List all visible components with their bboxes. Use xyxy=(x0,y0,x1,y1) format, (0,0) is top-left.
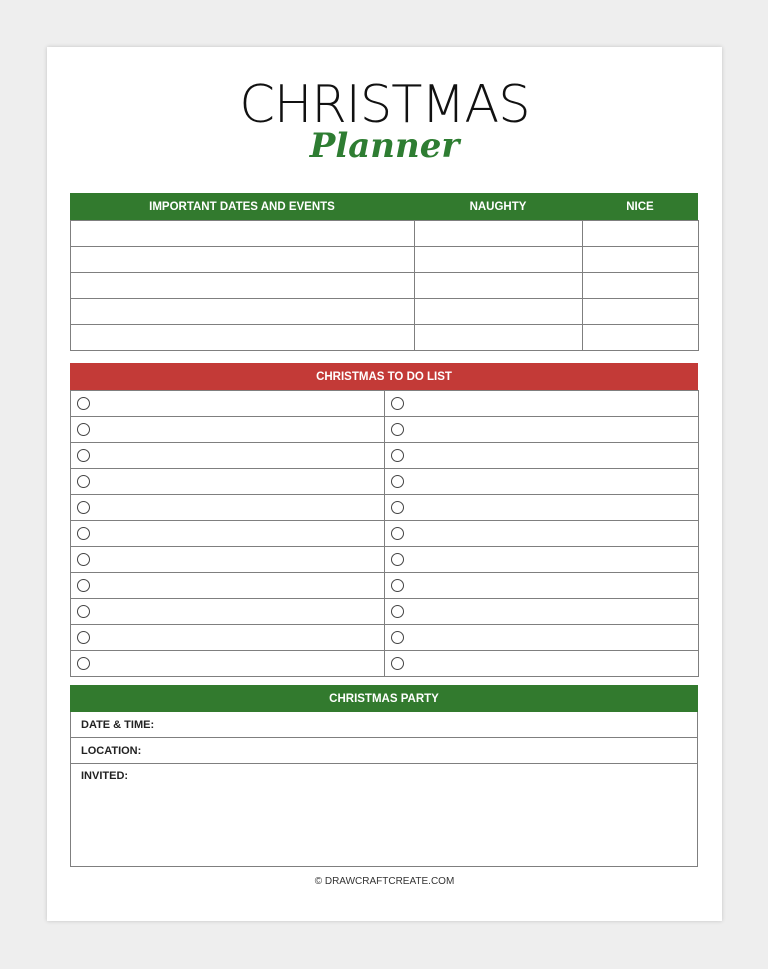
location-field[interactable] xyxy=(70,738,698,764)
todo-item[interactable] xyxy=(71,469,385,495)
checkbox-circle-icon[interactable] xyxy=(77,527,90,540)
todo-row xyxy=(71,625,699,651)
checkbox-circle-icon[interactable] xyxy=(391,527,404,540)
todo-row xyxy=(71,417,699,443)
checkbox-circle-icon[interactable] xyxy=(77,475,90,488)
todo-item[interactable] xyxy=(385,573,699,599)
todo-table xyxy=(70,390,699,677)
dates-row xyxy=(71,247,699,273)
checkbox-circle-icon[interactable] xyxy=(77,397,90,410)
naughty-cell[interactable] xyxy=(415,273,583,299)
todo-item[interactable] xyxy=(385,599,699,625)
checkbox-circle-icon[interactable] xyxy=(391,475,404,488)
todo-row xyxy=(71,391,699,417)
nice-cell[interactable] xyxy=(583,247,699,273)
event-cell[interactable] xyxy=(71,299,415,325)
todo-row xyxy=(71,469,699,495)
checkbox-circle-icon[interactable] xyxy=(391,605,404,618)
planner-page xyxy=(47,47,722,921)
nice-cell[interactable] xyxy=(583,325,699,351)
todo-row xyxy=(71,495,699,521)
todo-item[interactable] xyxy=(385,443,699,469)
nice-cell[interactable] xyxy=(583,273,699,299)
checkbox-circle-icon[interactable] xyxy=(391,449,404,462)
invited-label: INVITED: xyxy=(81,770,129,782)
event-cell[interactable] xyxy=(71,325,415,351)
todo-item[interactable] xyxy=(385,625,699,651)
event-cell[interactable] xyxy=(71,247,415,273)
checkbox-circle-icon[interactable] xyxy=(391,397,404,410)
dates-row xyxy=(71,299,699,325)
checkbox-circle-icon[interactable] xyxy=(391,423,404,436)
dates-row xyxy=(71,325,699,351)
party-header-label: CHRISTMAS PARTY xyxy=(329,692,439,705)
location-label: LOCATION: xyxy=(81,744,142,757)
checkbox-circle-icon[interactable] xyxy=(391,501,404,514)
todo-section xyxy=(70,363,698,677)
todo-item[interactable] xyxy=(385,495,699,521)
dates-column-header: IMPORTANT DATES AND EVENTS xyxy=(149,200,335,213)
todo-item[interactable] xyxy=(71,547,385,573)
todo-item[interactable] xyxy=(71,521,385,547)
todo-item[interactable] xyxy=(71,443,385,469)
party-header xyxy=(70,685,698,712)
todo-row xyxy=(71,547,699,573)
todo-item[interactable] xyxy=(71,573,385,599)
todo-row xyxy=(71,599,699,625)
checkbox-circle-icon[interactable] xyxy=(391,579,404,592)
naughty-column-header: NAUGHTY xyxy=(469,200,527,213)
checkbox-circle-icon[interactable] xyxy=(77,449,90,462)
party-section xyxy=(70,685,698,867)
naughty-cell[interactable] xyxy=(415,247,583,273)
event-cell[interactable] xyxy=(71,273,415,299)
event-cell[interactable] xyxy=(71,221,415,247)
naughty-cell[interactable] xyxy=(415,299,583,325)
dates-row xyxy=(71,273,699,299)
checkbox-circle-icon[interactable] xyxy=(77,631,90,644)
todo-row xyxy=(71,651,699,677)
nice-cell[interactable] xyxy=(583,221,699,247)
copyright-footer: © DRAWCRAFTCREATE.COM xyxy=(314,876,455,887)
todo-item[interactable] xyxy=(71,599,385,625)
nice-cell[interactable] xyxy=(583,299,699,325)
naughty-cell[interactable] xyxy=(415,325,583,351)
todo-item[interactable] xyxy=(71,625,385,651)
checkbox-circle-icon[interactable] xyxy=(391,631,404,644)
checkbox-circle-icon[interactable] xyxy=(77,553,90,566)
page-title: CHRISTMAS xyxy=(239,75,530,135)
checkbox-circle-icon[interactable] xyxy=(77,501,90,514)
todo-item[interactable] xyxy=(71,391,385,417)
date-time-field[interactable] xyxy=(70,712,698,738)
checkbox-circle-icon[interactable] xyxy=(77,657,90,670)
checkbox-circle-icon[interactable] xyxy=(391,553,404,566)
todo-header-label: CHRISTMAS TO DO LIST xyxy=(316,370,452,383)
dates-row xyxy=(71,221,699,247)
dates-section xyxy=(70,193,698,351)
dates-header xyxy=(70,193,698,220)
checkbox-circle-icon[interactable] xyxy=(77,605,90,618)
todo-item[interactable] xyxy=(71,495,385,521)
naughty-cell[interactable] xyxy=(415,221,583,247)
todo-row xyxy=(71,521,699,547)
todo-item[interactable] xyxy=(385,547,699,573)
invited-field[interactable] xyxy=(70,764,698,867)
page-subtitle: Planner xyxy=(309,126,460,166)
todo-header xyxy=(70,363,698,390)
todo-item[interactable] xyxy=(71,417,385,443)
dates-table xyxy=(70,220,699,351)
date-time-label: DATE & TIME: xyxy=(81,718,155,731)
todo-item[interactable] xyxy=(385,391,699,417)
checkbox-circle-icon[interactable] xyxy=(391,657,404,670)
todo-item[interactable] xyxy=(385,469,699,495)
todo-item[interactable] xyxy=(385,417,699,443)
todo-row xyxy=(71,443,699,469)
checkbox-circle-icon[interactable] xyxy=(77,423,90,436)
todo-item[interactable] xyxy=(71,651,385,677)
checkbox-circle-icon[interactable] xyxy=(77,579,90,592)
todo-item[interactable] xyxy=(385,521,699,547)
nice-column-header: NICE xyxy=(626,200,654,213)
todo-row xyxy=(71,573,699,599)
todo-item[interactable] xyxy=(385,651,699,677)
